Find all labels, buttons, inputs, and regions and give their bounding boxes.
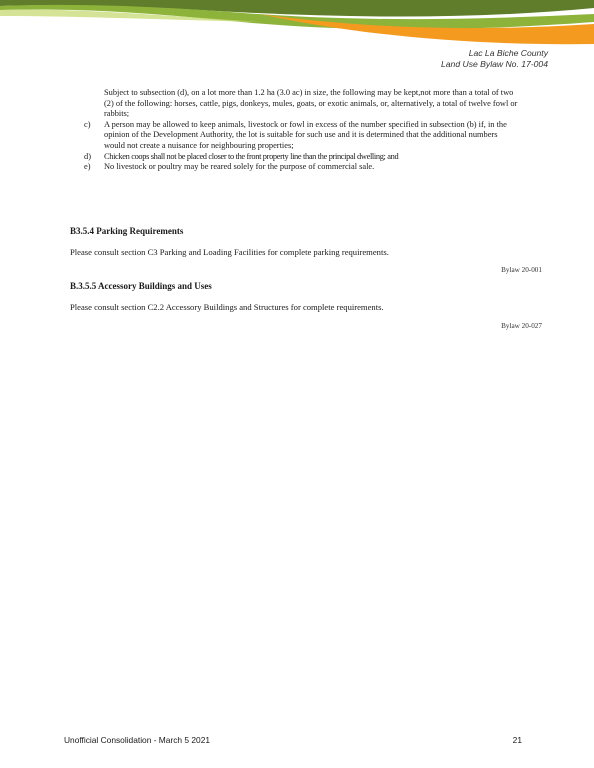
bylaw-reference: Bylaw 20-001 (501, 266, 542, 274)
list-block (80, 88, 520, 173)
list-item (80, 120, 520, 152)
section-heading: B.3.5.5 Accessory Buildings and Uses (70, 281, 212, 291)
section-heading: B3.5.4 Parking Requirements (70, 226, 184, 236)
list-item-text: A person may be allowed to keep animals, livestock or fowl in excess of the number specified in subsection (b) if, in the opinion of the Development Authority, the lot is suitable for such use and it is determined that the additional numbers would not create a nuisance for neighbouring properties; (104, 119, 507, 150)
section-body: Please consult section C3 Parking and Loading Facilities for complete parking requirements. (70, 247, 389, 257)
bylaw-reference: Bylaw 20-027 (501, 322, 542, 330)
list-item-text: No livestock or poultry may be reared solely for the purpose of commercial sale. (104, 162, 375, 172)
header-org: Lac La Biche County (468, 48, 548, 58)
list-item-text: Chicken coops shall not be placed closer to the front property line than the principal dwelling; and (104, 151, 399, 161)
list-item (80, 152, 520, 163)
list-marker: e) (84, 162, 91, 172)
footer-consolidation: Unofficial Consolidation - March 5 2021 (64, 735, 211, 745)
page-number: 21 (512, 735, 522, 745)
header-banner (0, 0, 594, 48)
header-document: Land Use Bylaw No. 17-004 (440, 59, 548, 69)
list-item (80, 162, 520, 173)
section-body: Please consult section C2.2 Accessory Buildings and Structures for complete requirements. (70, 302, 384, 312)
list-marker: c) (84, 119, 91, 129)
list-marker: d) (84, 151, 91, 161)
continuation-paragraph: Subject to subsection (d), on a lot more than 1.2 ha (3.0 ac) in size, the following may be kept,not more than a total of two (2) of the following: horses, cattle, pigs, donkeys, mules, goats, or exotic animals, or, alternatively, a total of twelve fowl or rabbits; (104, 88, 518, 119)
running-header (441, 48, 548, 70)
